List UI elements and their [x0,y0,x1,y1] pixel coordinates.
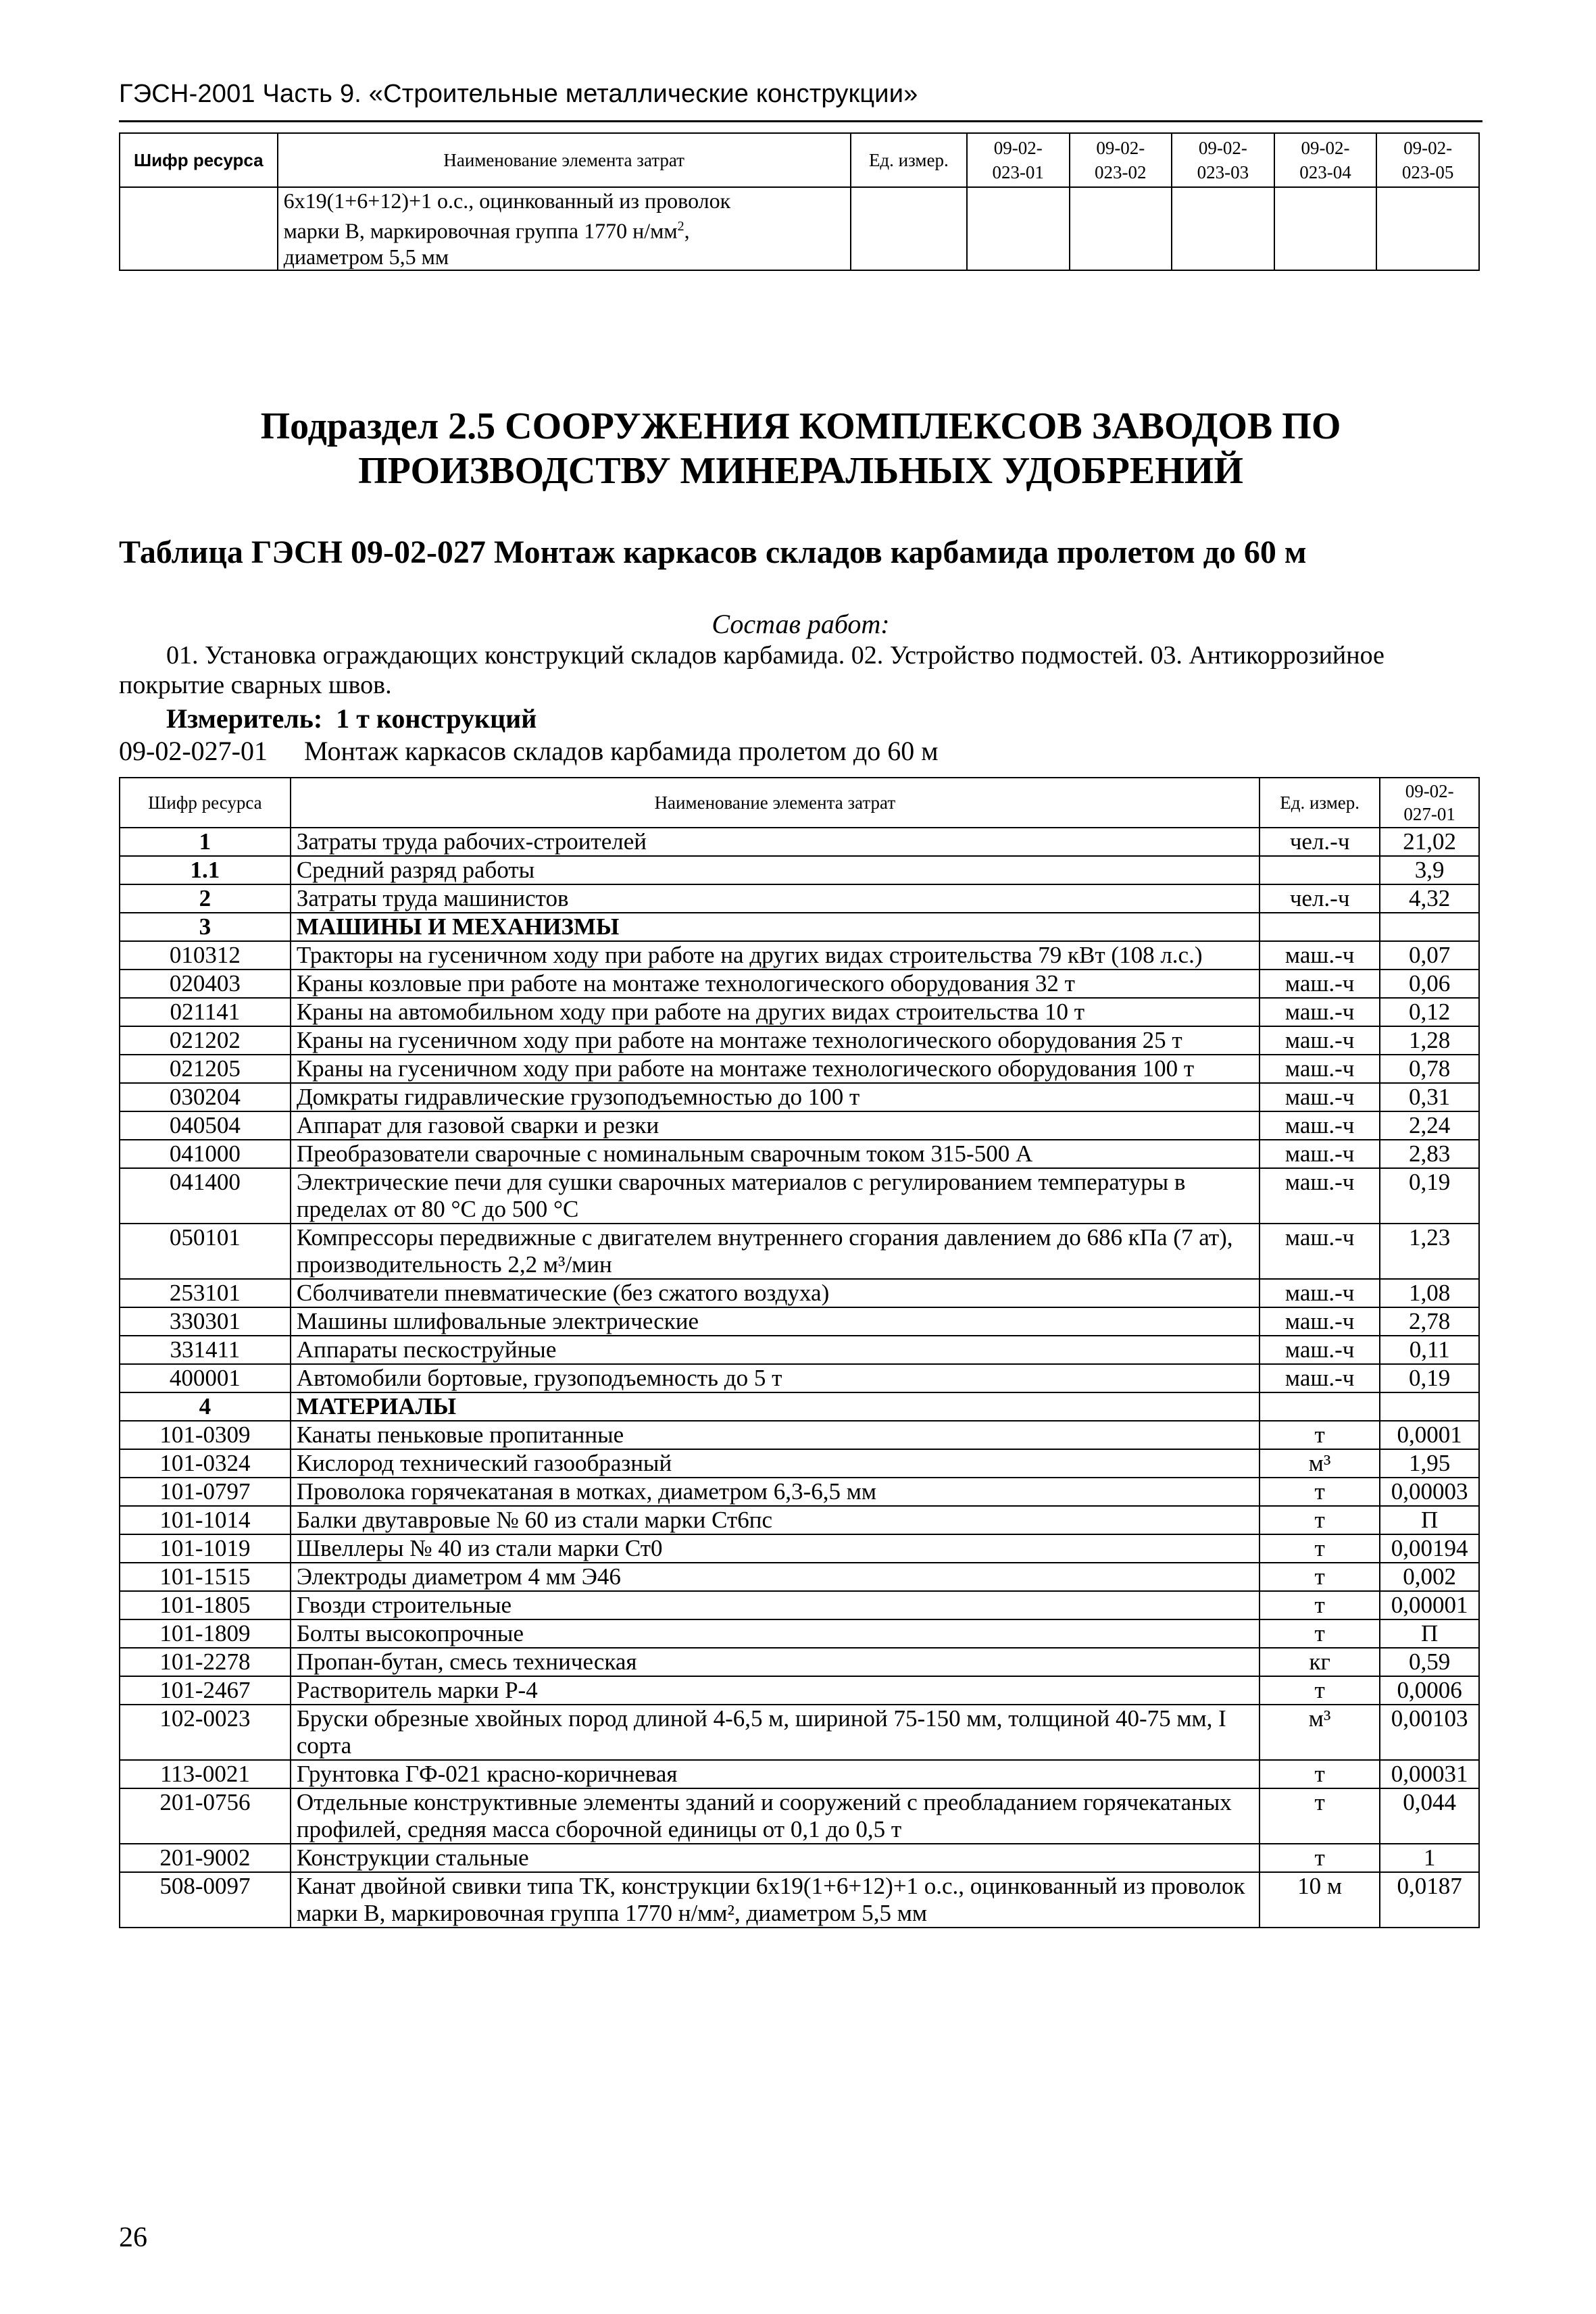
code-cell: 041000 [120,1140,291,1168]
value-cell: 1 [1380,1844,1479,1872]
unit-cell: т [1260,1563,1380,1591]
code-cell: 201-9002 [120,1844,291,1872]
name-cell: Тракторы на гусеничном ходу при работе на других видах строительства 79 кВт (108 л.с.) [291,941,1260,970]
name-cell: МАТЕРИАЛЫ [291,1392,1260,1421]
value-cell [1376,187,1479,270]
value-cell [967,187,1070,270]
table-row [120,1619,1479,1648]
table-row [120,1224,1479,1279]
unit-cell: т [1260,1788,1380,1844]
table-row [120,1534,1479,1563]
unit-cell: маш.-ч [1260,1364,1380,1392]
running-header: ГЭСН-2001 Часть 9. «Строительные металлические конструкции» [119,80,918,108]
table-row [120,1083,1479,1111]
table-row [120,1591,1479,1619]
name-cell: Растворитель марки Р-4 [291,1676,1260,1705]
name-cell: Электроды диаметром 4 мм Э46 [291,1563,1260,1591]
code-cell: 4 [120,1392,291,1421]
name-cell: Машины шлифовальные электрические [291,1307,1260,1336]
table-row [120,1168,1479,1224]
code-cell: 253101 [120,1279,291,1307]
name-cell: Отдельные конструктивные элементы зданий и сооружений с преобладанием горячекатаных профилей, средняя масса сборочной единицы от 0,1 до 0,5 т [291,1788,1260,1844]
unit-cell: т [1260,1534,1380,1563]
name-cell: Болты высокопрочные [291,1619,1260,1648]
code-cell [120,187,278,270]
unit-cell: м³ [1260,1705,1380,1760]
name-cell: Краны на гусеничном ходу при работе на монтаже технологического оборудования 100 т [291,1055,1260,1083]
table-row [120,1788,1479,1844]
name-line: диаметром 5,5 мм [283,244,449,269]
unit-cell: маш.-ч [1260,1279,1380,1307]
unit-cell: т [1260,1591,1380,1619]
norm-code: 09-02-027-01 [119,736,268,766]
value-cell: П [1380,1506,1479,1534]
value-cell: П [1380,1619,1479,1648]
name-cell: Аппарат для газовой сварки и резки [291,1111,1260,1140]
header-cell: Ед. измер. [851,133,967,187]
resource-table-header [120,778,1479,828]
code-cell: 101-1019 [120,1534,291,1563]
resource-table-body [120,828,1479,1928]
value-cell: 2,24 [1380,1111,1479,1140]
value-cell: 0,19 [1380,1168,1479,1224]
code-cell: 010312 [120,941,291,970]
table-row [120,1279,1479,1307]
name-cell: Гвозди строительные [291,1591,1260,1619]
value-cell: 4,32 [1380,884,1479,913]
name-line: 6х19(1+6+12)+1 о.с., оцинкованный из проволок [283,188,731,213]
code-cell: 330301 [120,1307,291,1336]
table-row [120,856,1479,884]
measure-unit: Измеритель: 1 т конструкций [166,703,537,734]
unit-cell: маш.-ч [1260,1111,1380,1140]
code-cell: 1.1 [120,856,291,884]
table-row [120,1506,1479,1534]
name-cell: Краны козловые при работе на монтаже технологического оборудования 32 т [291,970,1260,998]
name-cell: Пропан-бутан, смесь техническая [291,1648,1260,1676]
name-cell: Автомобили бортовые, грузоподъемность до 5 т [291,1364,1260,1392]
value-cell: 21,02 [1380,828,1479,856]
code-cell: 101-0324 [120,1449,291,1478]
table-row [120,1705,1479,1760]
table-section-row [120,913,1479,941]
unit-cell [1260,1392,1380,1421]
name-cell: Грунтовка ГФ-021 красно-коричневая [291,1760,1260,1788]
table-row [120,828,1479,856]
code-cell: 040504 [120,1111,291,1140]
unit-cell [1260,913,1380,941]
name-cell: Компрессоры передвижные с двигателем внутреннего сгорания давлением до 686 кПа (7 ат), производительность 2,2 м³/мин [291,1224,1260,1279]
header-cell: 09-02- 027-01 [1380,778,1479,828]
table-row [120,1307,1479,1336]
value-cell: 0,00003 [1380,1478,1479,1506]
value-cell: 1,23 [1380,1224,1479,1279]
resource-table [119,777,1480,1928]
value-cell: 0,78 [1380,1055,1479,1083]
code-cell: 331411 [120,1336,291,1364]
name-cell: Краны на гусеничном ходу при работе на монтаже технологического оборудования 25 т [291,1026,1260,1055]
name-cell: Швеллеры № 40 из стали марки Ст0 [291,1534,1260,1563]
name-cell: Краны на автомобильном ходу при работе на других видах строительства 10 т [291,998,1260,1026]
value-cell [1172,187,1274,270]
unit-cell: маш.-ч [1260,1336,1380,1364]
table-row [120,1336,1479,1364]
name-cell: Канаты пеньковые пропитанные [291,1421,1260,1449]
name-cell: Преобразователи сварочные с номинальным сварочным током 315-500 А [291,1140,1260,1168]
continuation-table-header [120,133,1479,187]
header-cell: Шифр ресурса [120,133,278,187]
table-row [120,1421,1479,1449]
table-row [120,1760,1479,1788]
unit-cell: маш.-ч [1260,941,1380,970]
value-cell: 3,9 [1380,856,1479,884]
table-row [120,1844,1479,1872]
name-cell: Затраты труда рабочих-строителей [291,828,1260,856]
table-row [120,1872,1479,1928]
name-cell: Затраты труда машинистов [291,884,1260,913]
table-row [120,1140,1479,1168]
header-cell: 09-02- 023-05 [1376,133,1479,187]
norm-code-line [119,735,939,767]
value-cell: 0,00103 [1380,1705,1479,1760]
table-row [120,1055,1479,1083]
code-cell: 101-0309 [120,1421,291,1449]
header-cell: 09-02- 023-04 [1274,133,1377,187]
value-cell: 1,95 [1380,1449,1479,1478]
name-cell: Аппараты пескоструйные [291,1336,1260,1364]
name-cell: Средний разряд работы [291,856,1260,884]
code-cell: 508-0097 [120,1872,291,1928]
code-cell: 101-1809 [120,1619,291,1648]
value-cell [1070,187,1172,270]
header-rule [119,120,1482,122]
unit-cell: маш.-ч [1260,970,1380,998]
unit-cell: маш.-ч [1260,1055,1380,1083]
value-cell: 0,59 [1380,1648,1479,1676]
norm-name: Монтаж каркасов складов карбамида пролетом до 60 м [303,736,939,766]
value-cell: 0,07 [1380,941,1479,970]
unit-cell: маш.-ч [1260,1168,1380,1224]
value-cell: 0,0001 [1380,1421,1479,1449]
value-cell: 0,0187 [1380,1872,1479,1928]
value-cell [1380,1392,1479,1421]
table-row [120,1364,1479,1392]
unit-cell: т [1260,1421,1380,1449]
name-cell: Домкраты гидравлические грузоподъемностью до 100 т [291,1083,1260,1111]
value-cell: 0,31 [1380,1083,1479,1111]
code-cell: 101-1014 [120,1506,291,1534]
page-number: 26 [119,2222,147,2253]
unit-cell: м³ [1260,1449,1380,1478]
name-cell: Сболчиватели пневматические (без сжатого воздуха) [291,1279,1260,1307]
table-row [120,941,1479,970]
unit-cell: т [1260,1760,1380,1788]
code-cell: 101-2278 [120,1648,291,1676]
unit-cell: т [1260,1478,1380,1506]
name-cell: Балки двутавровые № 60 из стали марки Ст6пс [291,1506,1260,1534]
code-cell: 101-0797 [120,1478,291,1506]
code-cell: 021202 [120,1026,291,1055]
unit-cell: кг [1260,1648,1380,1676]
code-cell: 400001 [120,1364,291,1392]
table-title: Таблица ГЭСН 09-02-027 Монтаж каркасов складов карбамида пролетом до 60 м [119,534,1307,570]
code-cell: 101-2467 [120,1676,291,1705]
table-row [120,884,1479,913]
unit-cell: 10 м [1260,1872,1380,1928]
code-cell: 101-1515 [120,1563,291,1591]
table-row [120,1648,1479,1676]
composition-heading: Состав работ: [712,609,890,639]
code-cell: 102-0023 [120,1705,291,1760]
continuation-table [119,132,1480,271]
table-row [120,1449,1479,1478]
unit-cell: маш.-ч [1260,1083,1380,1111]
value-cell: 0,06 [1380,970,1479,998]
continuation-table-row [120,187,1479,270]
header-cell: 09-02- 023-03 [1172,133,1274,187]
unit-cell: маш.-ч [1260,1026,1380,1055]
unit-cell: чел.-ч [1260,828,1380,856]
name-cell: Бруски обрезные хвойных пород длиной 4-6,5 м, шириной 75-150 мм, толщиной 40-75 мм, I сорта [291,1705,1260,1760]
code-cell: 201-0756 [120,1788,291,1844]
value-cell [1274,187,1377,270]
table-row [120,998,1479,1026]
composition-text: 01. Установка ограждающих конструкций складов карбамида. 02. Устройство подмостей. 03. Антикоррозийное покрытие сварных швов. [119,641,1385,699]
header-cell: Наименование элемента затрат [278,133,851,187]
code-cell: 1 [120,828,291,856]
name-line: марки В, маркировочная группа 1770 $н/мм^2$, [283,218,690,243]
value-cell: 0,0006 [1380,1676,1479,1705]
code-cell: 020403 [120,970,291,998]
table-row [120,970,1479,998]
code-cell: 3 [120,913,291,941]
name-cell: Проволока горячекатаная в мотках, диаметром 6,3-6,5 мм [291,1478,1260,1506]
unit-cell: т [1260,1506,1380,1534]
code-cell: 041400 [120,1168,291,1224]
code-cell: 030204 [120,1083,291,1111]
name-cell: Кислород технический газообразный [291,1449,1260,1478]
table-row [120,1563,1479,1591]
name-cell: МАШИНЫ И МЕХАНИЗМЫ [291,913,1260,941]
value-cell: 0,00001 [1380,1591,1479,1619]
code-cell: 050101 [120,1224,291,1279]
table-row [120,1111,1479,1140]
value-cell: 1,28 [1380,1026,1479,1055]
value-cell: 2,83 [1380,1140,1479,1168]
value-cell: 0,00031 [1380,1760,1479,1788]
code-cell: 113-0021 [120,1760,291,1788]
unit-cell: маш.-ч [1260,1307,1380,1336]
value-cell: 0,12 [1380,998,1479,1026]
header-cell: Ед. измер. [1260,778,1380,828]
header-cell: 09-02- 023-01 [967,133,1070,187]
value-cell: 0,002 [1380,1563,1479,1591]
header-cell: Шифр ресурса [120,778,291,828]
code-cell: 101-1805 [120,1591,291,1619]
name-cell: Конструкции стальные [291,1844,1260,1872]
header-cell: 09-02- 023-02 [1070,133,1172,187]
value-cell: 2,78 [1380,1307,1479,1336]
table-section-row [120,1392,1479,1421]
name-cell: Канат двойной свивки типа ТК, конструкции 6х19(1+6+12)+1 о.с., оцинкованный из проволок марки В, маркировочная группа 1770 н/мм², диаметром 5,5 мм [291,1872,1260,1928]
unit-cell [1260,856,1380,884]
unit-cell: т [1260,1619,1380,1648]
code-cell: 021141 [120,998,291,1026]
unit-cell: т [1260,1676,1380,1705]
name-cell: Электрические печи для сушки сварочных материалов с регулированием температуры в пределах от 80 °С до 500 °С [291,1168,1260,1224]
code-cell: 2 [120,884,291,913]
unit-cell [851,187,967,270]
value-cell: 0,19 [1380,1364,1479,1392]
unit-cell: маш.-ч [1260,998,1380,1026]
unit-cell: т [1260,1844,1380,1872]
value-cell: 0,044 [1380,1788,1479,1844]
code-cell: 021205 [120,1055,291,1083]
value-cell: 0,11 [1380,1336,1479,1364]
unit-cell: маш.-ч [1260,1224,1380,1279]
unit-cell: чел.-ч [1260,884,1380,913]
name-cell [278,187,851,270]
value-cell: 0,00194 [1380,1534,1479,1563]
table-row [120,1026,1479,1055]
header-cell: Наименование элемента затрат [291,778,1260,828]
value-cell [1380,913,1479,941]
table-row [120,1478,1479,1506]
unit-cell: маш.-ч [1260,1140,1380,1168]
section-title: Подраздел 2.5 СООРУЖЕНИЯ КОМПЛЕКСОВ ЗАВОДОВ ПО ПРОИЗВОДСТВУ МИНЕРАЛЬНЫХ УДОБРЕНИЙ [260,405,1341,492]
table-row [120,1676,1479,1705]
value-cell: 1,08 [1380,1279,1479,1307]
